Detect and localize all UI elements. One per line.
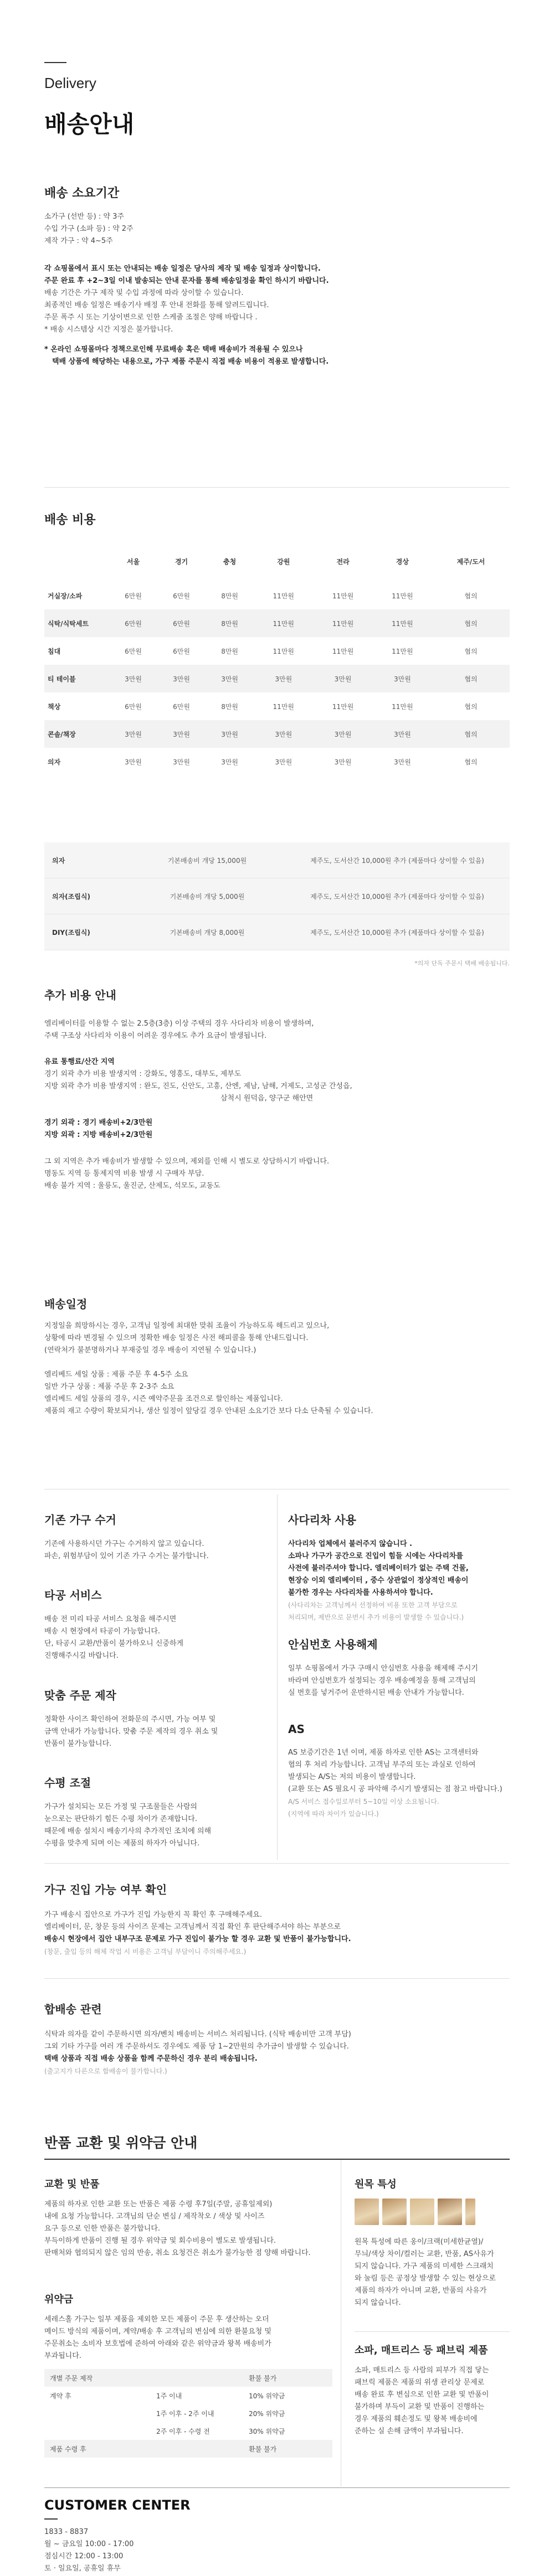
wood-line: 원목 특성에 따른 옹이/크랙(미세한균열)/ xyxy=(355,2238,484,2246)
fee-cell: 11만원 xyxy=(254,609,313,637)
row-header: 거실장/소파 xyxy=(48,592,83,600)
box-collect-lines xyxy=(44,1538,266,1563)
box-line: 때문에 배송 설치시 배송기사의 추가적인 조치에 의해 xyxy=(44,1827,212,1835)
box-collect xyxy=(44,1511,266,1563)
schedule-line: 엘리베드 세일 상품 : 제품 주문 후 4-5주 소요 xyxy=(44,1370,188,1379)
fee-cell: 6만원 xyxy=(173,702,190,711)
extra-fee-lines xyxy=(44,1018,510,1042)
fee-cell: 6만원 xyxy=(125,702,142,711)
fee-cell: 협의 xyxy=(432,665,510,692)
wood-line: 와 눌림 등은 공정상 발생할 수 있는 현상으로 xyxy=(355,2274,496,2283)
fee-cell: 8만원 xyxy=(221,647,239,655)
exchange-line: 판매처와 협의되지 않은 임의 반송, 취소 요청건은 취소가 불가능한 점 양해 바랍니다. xyxy=(44,2249,311,2257)
combined-line: 그외 기타 가구를 여러 개 주문하셔도 경우에도 제품 당 1~2만원의 추가금이 발생할 수 있습니다. xyxy=(44,2042,349,2051)
assembly-col1: 기본배송비 개당 5,000원 xyxy=(170,892,245,901)
penalty-line: 부과됩니다. xyxy=(44,2352,81,2360)
assembly-col1: 기본배송비 개당 15,000원 xyxy=(167,856,247,865)
fee-cell: 11만원 xyxy=(373,609,432,637)
corner-cell xyxy=(44,541,109,582)
penalty-label xyxy=(44,2404,156,2422)
extra-fee-tail-line: 그 외 지역은 추가 배송비가 발생할 수 있으며, 제외를 인해 시 별도로 상담하시기 바랍니다. xyxy=(44,1157,330,1166)
fee-cell: 3만원 xyxy=(254,665,313,692)
customer-center-underline xyxy=(44,2518,58,2520)
table-row xyxy=(44,748,510,775)
entry-check-gray: (창문, 출입 등의 해체 작업 시 비용은 고객님 부담이니 주의해주세요.) xyxy=(44,1948,247,1956)
exchange-line: 내에 요청 가능합니다. 고객님의 단순 변심 / 제작착오 / 색상 및 사이즈 xyxy=(44,2212,265,2221)
fee-cell: 협의 xyxy=(464,758,478,766)
fee-cell: 6만원 xyxy=(125,592,142,600)
lead-time-notice-line: * 온라인 쇼핑몰마다 정책으로인해 무료배송 혹은 택배 배송비가 적용될 수 있으나 xyxy=(44,345,303,354)
penalty-row xyxy=(44,2440,332,2458)
extra-fee-title: 추가 비용 안내 xyxy=(44,989,116,1002)
fee-cell: 6만원 xyxy=(157,609,206,637)
box-line: 사다리차 업체에서 불러주지 않습니다 . xyxy=(288,1540,412,1548)
wood-swatch xyxy=(410,2199,434,2225)
table-row xyxy=(44,665,510,692)
wood-swatch xyxy=(382,2199,407,2225)
box-line: AS 보증기간은 1년 이며, 제품 하자로 인한 AS는 고객센터와 xyxy=(288,1749,479,1757)
fabric-lines xyxy=(355,2365,510,2438)
box-custom xyxy=(44,1687,266,1750)
fee-cell: 3만원 xyxy=(206,720,254,748)
fabric-line: 배송 완료 후 변심으로 인한 교환 및 반품이 xyxy=(355,2391,489,2399)
penalty-header-cell: 환불 불가 xyxy=(249,2374,277,2382)
penalty-lines xyxy=(44,2314,332,2362)
fee-cell: 11만원 xyxy=(273,592,295,600)
schedule-line: 상황에 따라 변경될 수 있으며 정확한 배송 일정은 사전 해피콜을 통해 안내드립니다. xyxy=(44,1334,309,1342)
box-line: (교환 또는 AS 필요시 공 파악해 주시기 발생되는 점 참고 바랍니다.) xyxy=(288,1785,502,1793)
row-header: 의자 xyxy=(48,758,61,766)
divider xyxy=(44,487,510,488)
fabric-line: 소파, 매트리스 등 사람의 피부가 직접 닿는 xyxy=(355,2366,489,2375)
fee-cell: 6만원 xyxy=(109,609,157,637)
fee-cell: 11만원 xyxy=(332,592,354,600)
extra-fee-line: 주택 구조상 사다리차 이용이 어려운 경우에도 추가 요금이 발생됩니다. xyxy=(44,1032,267,1040)
assembly-row xyxy=(44,842,510,878)
penalty-row xyxy=(44,2387,332,2404)
entry-check-line: 가구 배송시 집안으로 가구가 진입 가능한지 꼭 확인 후 구매해주세요. xyxy=(44,1911,262,1919)
row-header: 콘솔/책장 xyxy=(44,720,109,748)
lead-time-line: 주문 완료 후 +2~3일 이내 발송되는 안내 문자를 통해 배송일정을 확인 하시기 바랍니다. xyxy=(44,277,329,285)
shipping-fee-table xyxy=(44,541,510,775)
returns-header xyxy=(44,2132,510,2152)
box-line: 협의 후 처리 가능합니다. 고객님 부주의 또는 과실로 인하여 xyxy=(288,1761,476,1769)
combined-title: 합배송 관련 xyxy=(44,2003,102,2016)
fee-cell: 11만원 xyxy=(392,647,413,655)
box-line: 발생되는 A/S는 저의 비용이 발생합니다. xyxy=(288,1773,416,1781)
box-ladder-title: 사다리차 사용 xyxy=(288,1513,356,1527)
assembly-label: 의자(조립식) xyxy=(52,892,90,901)
penalty-title: 위약금 xyxy=(44,2294,74,2305)
fee-cell: 협의 xyxy=(464,592,478,600)
penalty-label xyxy=(44,2422,156,2440)
schedule-line: (연락처가 불분명하거나 부재중일 경우 배송이 지연될 수 있습니다.) xyxy=(44,1346,257,1354)
penalty-row xyxy=(44,2422,332,2440)
extra-fee-sub-line: 지방 외곽 추가 비용 발생지역 : 완도, 진도, 신안도, 고흥, 산엔, 제남, 남해, 거제도, 고성군 간성읍, xyxy=(44,1082,352,1090)
box-line: 파손, 위험부담이 있어 기존 가구 수거는 불가합니다. xyxy=(44,1552,209,1560)
fee-cell: 협의 xyxy=(432,609,510,637)
divider xyxy=(44,1863,510,1864)
lead-time-title: 배송 소요기간 xyxy=(44,187,120,200)
extra-fee-sub-line: 경기 외곽 추가 비용 발생지역 : 강화도, 영흥도, 대부도, 제부도 xyxy=(44,1070,242,1078)
fee-cell: 3만원 xyxy=(313,665,372,692)
penalty-period: 1주 이내 xyxy=(156,2392,182,2400)
fee-cell: 11만원 xyxy=(332,702,354,711)
fee-cell: 11만원 xyxy=(392,592,413,600)
schedule-title: 배송일정 xyxy=(44,1297,88,1311)
box-line: 사전에 불러주셔야 합니다. 엘리베이터가 없는 주택 건물, xyxy=(288,1564,469,1573)
schedule-line: 엘리베드 세일 상품의 경우, 시즌 예약주문을 조건으로 할인하는 제품입니다. xyxy=(44,1395,283,1403)
fee-cell: 8만원 xyxy=(221,702,239,711)
fabric-title: 소파, 매트리스 등 패브릭 제품 xyxy=(355,2345,488,2356)
fee-cell: 3만원 xyxy=(221,758,239,766)
box-gray-line: 처리되며, 제반으로 문번시 추가 비용이 발생할 수 있습니다.) xyxy=(288,1613,464,1621)
shipping-fee-title: 배송 비용 xyxy=(44,513,96,527)
extra-fee-bold-line: 경기 외곽 : 경기 배송비+2/3만원 xyxy=(44,1119,153,1127)
box-delivery-service-title: 타공 서비스 xyxy=(44,1589,102,1602)
lead-time-line: 배송 기간은 가구 제작 및 수입 과정에 따라 상이할 수 있습니다. xyxy=(44,289,244,297)
penalty-table xyxy=(44,2369,332,2458)
divider xyxy=(44,1978,510,1979)
wood-line: 되지 않습니다. xyxy=(355,2299,401,2307)
penalty-period: 1주 이후 - 2주 이내 xyxy=(156,2409,214,2418)
fee-cell: 6만원 xyxy=(173,647,190,655)
fee-cell: 11만원 xyxy=(392,702,413,711)
fee-cell: 3만원 xyxy=(109,720,157,748)
schedule-line: 지정일을 희망하시는 경우, 고객님 일정에 최대한 맞춰 조율이 가능하도록 해드리고 있으나, xyxy=(44,1322,330,1330)
fee-cell: 3만원 xyxy=(373,720,432,748)
penalty-row xyxy=(44,2404,332,2422)
exchange-lines xyxy=(44,2199,332,2259)
penalty-header-cell: 개별 주문 제작 xyxy=(50,2374,93,2382)
region-header: 충청 xyxy=(223,557,237,566)
lead-time-item: 소가구 (선반 등) : 약 3주 xyxy=(44,213,124,221)
wood-swatch xyxy=(465,2199,475,2225)
fee-cell: 3만원 xyxy=(275,758,293,766)
entry-check-title: 가구 진입 가능 여부 확인 xyxy=(44,1883,167,1896)
lead-time-notice xyxy=(44,344,510,368)
assembly-row xyxy=(44,914,510,950)
penalty-refund: 20% 위약금 xyxy=(249,2409,285,2418)
combined-line: 식탁과 의자를 같이 주문하시면 의자/벤치 배송비는 서비스 처리됩니다. (식탁 배송비만 고객 부담) xyxy=(44,2030,351,2039)
box-line: 기존에 사용하시던 가구는 수거하지 않고 있습니다. xyxy=(44,1540,204,1548)
exchange-title: 교환 및 반품 xyxy=(44,2179,100,2190)
extra-fee-sub-lines xyxy=(44,1068,510,1105)
box-line: 정확한 사이즈 확인하여 전화문의 주시면, 가능 여부 및 xyxy=(44,1715,216,1724)
box-custom-lines xyxy=(44,1714,266,1750)
fee-cell: 3만원 xyxy=(157,665,206,692)
fee-cell: 3만원 xyxy=(334,758,352,766)
box-line: 불가한 경우는 사다리차를 사용하셔야 합니다. xyxy=(288,1589,433,1597)
extra-fee-section xyxy=(44,986,510,1192)
extra-fee-subtitle: 유료 통행료/산간 지역 xyxy=(44,1058,115,1066)
page-title: 배송안내 xyxy=(44,111,135,138)
region-header: 강원 xyxy=(277,557,290,566)
returns-divider xyxy=(44,2159,510,2160)
fee-cell: 3만원 xyxy=(393,758,411,766)
page-eyebrow: Delivery xyxy=(44,75,96,91)
fee-cell: 협의 xyxy=(464,647,478,655)
box-as-title: AS xyxy=(288,1722,305,1736)
column-divider xyxy=(277,1494,278,1860)
region-header: 서울 xyxy=(126,557,140,566)
lead-time-notice-line: 택배 상품에 해당하는 내용으로, 가구 제품 주문시 직접 배송 비용이 적용로 발생합니다. xyxy=(52,358,329,366)
fee-cell: 3만원 xyxy=(254,720,313,748)
wood-lines xyxy=(355,2236,510,2309)
box-line: 가구가 설치되는 모든 가정 및 구조물들은 사람의 xyxy=(44,1803,197,1811)
wood-line: 되지 않습니다. 가구 제품의 미세한 스크래치 xyxy=(355,2262,494,2270)
box-ladder xyxy=(288,1511,510,1623)
lead-time-section xyxy=(44,184,510,368)
wood-box xyxy=(355,2176,510,2309)
box-custom-title: 맞춤 주문 제작 xyxy=(44,1689,116,1702)
entry-check-lines xyxy=(44,1909,510,1933)
assembly-label: 의자 xyxy=(52,856,65,865)
exchange-line: 부득이하게 반품이 진행 될 경우 위약금 및 회수비용이 별도로 발생됩니다. xyxy=(44,2237,276,2245)
assembly-label: DIY(조립식) xyxy=(52,928,90,937)
box-safe-number xyxy=(288,1636,510,1699)
customer-center-line: 월 ~ 금요일 10:00 - 17:00 xyxy=(44,2540,134,2548)
returns-title: 반품 교환 및 위약금 안내 xyxy=(44,2135,198,2151)
schedule-line: 일반 가구 상품 : 제품 주문 후 2-3주 소요 xyxy=(44,1383,175,1391)
region-header: 경상 xyxy=(396,557,409,566)
fabric-line: 경우 제품의 훼손정도 및 왕복 배송비에 xyxy=(355,2415,478,2423)
box-delivery-service xyxy=(44,1586,266,1662)
fee-cell: 8만원 xyxy=(221,592,239,600)
box-line: 단, 타공시 교환/반품이 불가하오니 신중하게 xyxy=(44,1639,184,1648)
box-as-lines xyxy=(288,1747,510,1820)
wood-line: 무늬/색상 차이/컬러는 교환, 반품, AS사유가 xyxy=(355,2250,494,2258)
box-line: 현장승 이외 엘리베이터 , 중수 상관없이 정상적인 배송이 xyxy=(288,1576,469,1585)
penalty-refund: 환불 불가 xyxy=(249,2445,277,2453)
fee-cell: 3만원 xyxy=(373,665,432,692)
table-row xyxy=(44,609,510,637)
penalty-line: 주문취소는 소비자 보호법에 준하여 아래와 같은 위약금과 왕복 배송비가 xyxy=(44,2340,271,2348)
fabric-box xyxy=(355,2342,510,2438)
lead-time-line: * 배송 시스템상 시간 지정은 불가합니다. xyxy=(44,325,173,334)
exchange-box xyxy=(44,2176,332,2259)
box-delivery-service-lines xyxy=(44,1613,266,1662)
assembly-col2: 제주도, 도서산간 10,000원 추가 (제품마다 상이할 수 있음) xyxy=(310,892,484,901)
penalty-label: 계약 후 xyxy=(50,2392,71,2400)
region-header: 전라 xyxy=(336,557,350,566)
fee-cell: 3만원 xyxy=(173,758,190,766)
combined-section xyxy=(44,2000,510,2077)
box-line: 반품이 불가능합니다. xyxy=(44,1740,112,1748)
fabric-line: 불가하며 부득이 교환 및 반품이 진행하는 xyxy=(355,2403,485,2411)
box-line: A/S 서비스 접수일로부터 5~10일 이상 소요됩니다. xyxy=(288,1798,439,1806)
box-ladder-gray-lines xyxy=(288,1599,510,1623)
fee-cell: 11만원 xyxy=(313,609,372,637)
wood-title: 원목 특성 xyxy=(355,2179,397,2190)
box-safe-number-lines xyxy=(288,1663,510,1699)
penalty-line: 세레스홀 가구는 일부 제품을 제외한 모든 제품이 주문 후 생산하는 오더 xyxy=(44,2315,269,2324)
exchange-line: 요구 등으로 인한 반품은 불가합니다. xyxy=(44,2225,161,2233)
box-line: 배송 시 현장에서 타공이 가능합니다. xyxy=(44,1627,161,1636)
customer-center xyxy=(44,2497,510,2575)
box-line: 수평을 맞추게 되며 이는 제품의 하자가 아닙니다. xyxy=(44,1839,200,1848)
customer-center-title: CUSTOMER CENTER xyxy=(44,2497,191,2513)
fee-cell: 11만원 xyxy=(273,647,295,655)
box-line: 일부 쇼핑몰에서 가구 구매시 안심번호 사용을 해제해 주시기 xyxy=(288,1664,478,1673)
customer-center-line: 토 · 일요일, 공휴일 휴무 xyxy=(44,2564,121,2573)
box-line: 배송 전 미리 타공 서비스 요청을 해주시면 xyxy=(44,1615,177,1623)
box-line: 눈으로는 판단하기 힘든 수평 차이가 존재합니다. xyxy=(44,1815,197,1823)
penalty-refund: 30% 위약금 xyxy=(249,2427,285,2435)
title-divider xyxy=(44,62,66,63)
extra-fee-sub-line: 삼척시 원덕읍, 양구군 해안면 xyxy=(220,1094,314,1103)
customer-center-lines xyxy=(44,2538,510,2575)
penalty-refund: 10% 위약금 xyxy=(249,2392,285,2400)
fee-cell: 11만원 xyxy=(273,702,295,711)
row-header: 책상 xyxy=(48,702,61,711)
exchange-line: 제품의 하자로 인한 교환 또는 반품은 제품 수령 후7일(주말, 공휴일제외) xyxy=(44,2200,273,2208)
box-line: 금액 안내가 가능합니다. 맞춤 주문 제작의 경우 취소 및 xyxy=(44,1727,218,1736)
fee-cell: 6만원 xyxy=(125,647,142,655)
table-row xyxy=(44,637,510,665)
penalty-line: 메이드 방식의 제품이며, 계약/배송 후 고객님의 변심에 의한 환불요청 및 xyxy=(44,2327,271,2336)
box-gray-line: (사다리차는 고객님께서 선정하여 비용 또한 고객 부담으로 xyxy=(288,1601,458,1609)
box-level-lines xyxy=(44,1801,266,1850)
penalty-box xyxy=(44,2291,332,2458)
fee-cell: 협의 xyxy=(432,720,510,748)
fee-cell: 3만원 xyxy=(206,665,254,692)
fee-cell: 3만원 xyxy=(313,720,372,748)
lead-time-line: 주문 폭주 시 또는 기상이변으로 인한 스케줄 조절은 양해 바랍니다 . xyxy=(44,313,258,322)
schedule-section xyxy=(44,1295,510,1418)
row-header: 침대 xyxy=(48,647,61,655)
box-line: 바라며 안심번호가 설정되는 경우 배송예정을 통해 고객님의 xyxy=(288,1677,476,1685)
box-level xyxy=(44,1774,266,1850)
table-row xyxy=(44,582,510,609)
penalty-period xyxy=(156,2440,248,2458)
combined-bold: 택배 상품과 직접 배송 상품을 함께 주문하신 경우 분리 배송됩니다. xyxy=(44,2055,258,2063)
extra-fee-bold-line: 지방 외곽 : 지방 배송비+2/3만원 xyxy=(44,1131,153,1139)
assembly-col2: 제주도, 도서산간 10,000원 추가 (제품마다 상이할 수 있음) xyxy=(310,928,484,937)
box-ladder-lines xyxy=(288,1538,510,1599)
penalty-label: 제품 수령 후 xyxy=(50,2445,86,2453)
extra-fee-tail-line: 배송 불가 지역 : 울릉도, 울진군, 산제도, 석모도, 교동도 xyxy=(44,1182,220,1190)
fee-cell: 협의 xyxy=(464,702,478,711)
box-line: 소파나 가구가 공간으로 진입이 힘들 시에는 사다리차를 xyxy=(288,1552,463,1560)
box-as xyxy=(288,1722,510,1820)
fee-cell: 3만원 xyxy=(109,665,157,692)
extra-fee-tail-line: 명동도 지역 등 통제지역 비용 발생 시 구매자 부담. xyxy=(44,1170,204,1178)
lead-time-item: 제작 가구 : 약 4~5주 xyxy=(44,237,113,245)
box-collect-title: 기존 가구 수거 xyxy=(44,1513,116,1527)
box-line: (지역에 따라 차이가 있습니다.) xyxy=(288,1810,379,1818)
fabric-line: 패브릭 제품은 제품의 위생 관리상 문제로 xyxy=(355,2378,485,2387)
table-row xyxy=(44,720,510,748)
shipping-fee-footnote: *의자 단독 주문시 택배 배송됩니다. xyxy=(414,960,510,967)
wood-swatch xyxy=(438,2199,462,2225)
assembly-fee-box xyxy=(44,842,510,950)
combined-gray: (출고지가 다른으로 합배송이 불가합니다.) xyxy=(44,2067,167,2075)
wood-swatches xyxy=(355,2199,510,2227)
customer-center-line: 점심시간 12:00 - 13:00 xyxy=(44,2552,124,2561)
extra-fee-tail-lines xyxy=(44,1156,510,1192)
customer-center-phone: 1833 - 8837 xyxy=(44,2528,89,2536)
fee-cell: 8만원 xyxy=(206,609,254,637)
row-header: 식탁/식탁세트 xyxy=(44,609,109,637)
fee-cell: 11만원 xyxy=(332,647,354,655)
fee-cell: 3만원 xyxy=(125,758,142,766)
shipping-fee-section xyxy=(44,510,510,775)
lead-time-paragraph xyxy=(44,263,510,336)
box-line: 실 번호를 넣거주어 운반하시된 배송 안내가 가능합니다. xyxy=(288,1689,464,1697)
combined-lines xyxy=(44,2029,510,2053)
divider xyxy=(44,2487,510,2488)
divider xyxy=(355,2331,510,2332)
wood-line: 제품의 하자가 아니며 교환, 반품의 사유가 xyxy=(355,2287,487,2295)
assembly-row xyxy=(44,878,510,914)
schedule-lines xyxy=(44,1320,510,1357)
assembly-col1: 기본배송비 개당 8,000원 xyxy=(170,928,245,937)
assembly-col2: 제주도, 도서산간 10,000원 추가 (제품마다 상이할 수 있음) xyxy=(310,856,484,865)
lead-time-items xyxy=(44,211,510,247)
fee-cell: 3만원 xyxy=(157,720,206,748)
extra-fee-line: 엘리베이터를 이용할 수 없는 2.5층(3층) 이상 주택의 경우 사다리차 비용이 발생하며, xyxy=(44,1020,314,1028)
table-row xyxy=(44,692,510,720)
entry-check-line: 엘리베이터, 문, 창문 등의 사이즈 문제는 고객님께서 직접 확인 후 판단해주셔야 하는 부분으로 xyxy=(44,1923,341,1931)
box-level-title: 수평 조절 xyxy=(44,1776,91,1789)
box-line: 진행해주시길 바랍니다. xyxy=(44,1652,119,1660)
extra-fee-bold-lines xyxy=(44,1117,510,1141)
wood-swatch xyxy=(355,2199,379,2225)
entry-check-section xyxy=(44,1881,510,1958)
lead-time-line: 최종적인 배송 일정은 배송기사 배정 후 안내 전화를 통해 알려드립니다. xyxy=(44,301,269,309)
lead-time-line: 각 쇼핑몰에서 표시 또는 안내되는 배송 일정은 당사의 제작 및 배송 일정과 상이합니다. xyxy=(44,265,321,273)
box-safe-number-title: 안심번호 사용해제 xyxy=(288,1638,378,1651)
entry-check-bold: 배송시 현장에서 집안 내부구조 문제로 가구 진입이 불가능 할 경우 교환 및 반품이 불가능합니다. xyxy=(44,1935,351,1943)
lead-time-item: 수입 가구 (소파 등) : 약 2주 xyxy=(44,225,134,233)
fabric-line: 준하는 실 손해 금액이 부과됩니다. xyxy=(355,2427,464,2435)
penalty-table-header xyxy=(44,2369,332,2387)
penalty-period: 2주 이후 - 수령 전 xyxy=(156,2427,210,2435)
region-header: 제주/도서 xyxy=(456,557,485,566)
schedule-line: 제품의 재고 수량이 확보되거나, 생산 일정이 앞당길 경우 안내된 소요기간 보다 다소 단축될 수 있습니다. xyxy=(44,1407,373,1415)
row-header: 티 테이블 xyxy=(44,665,109,692)
region-header: 경기 xyxy=(175,557,188,566)
fee-cell: 6만원 xyxy=(173,592,190,600)
schedule-lines2 xyxy=(44,1369,510,1418)
